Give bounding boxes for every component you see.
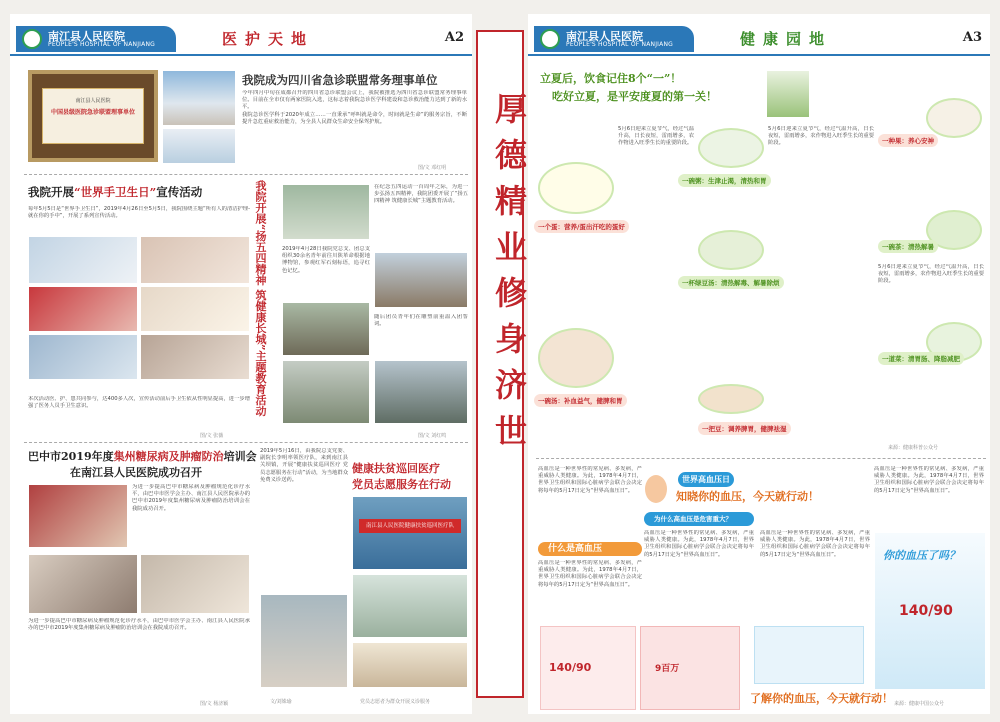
article5-caption-1: 文/刘姝瑜 <box>270 699 292 705</box>
jujube-photo <box>698 384 764 414</box>
handwash-photo-3 <box>28 286 138 332</box>
grain-photo <box>766 70 810 118</box>
bp-body-2: 高血压是一种世界性的常见病、多发病，严重威胁人类健康。为此，1978年4月7日，世界卫生组织和国际心脏病学会联合会决定将每年的5月17日定为“世界高血压日”。 <box>538 560 642 588</box>
volunteer-photo-2 <box>352 574 468 638</box>
hospital-building-photo <box>162 70 236 126</box>
article2-body-2: 本次活动医、护、患共同参与，达400多人次，宣传活动前后手卫生依从性明显提高，进一步增强了医务人员手卫生意识。 <box>28 396 250 410</box>
hospital-logo-icon <box>22 29 42 49</box>
article4-subtitle: 在南江县人民医院成功召开 <box>70 466 202 479</box>
article2-title: 我院开展“世界手卫生日”宣传活动 <box>28 185 203 199</box>
article3-body-3: 随后团员青年们在雕塑前重温入团誓词。 <box>374 314 468 328</box>
spine-motto-box <box>476 30 528 698</box>
hospital-name: 南江县人民医院 <box>48 30 125 43</box>
group-photo-3 <box>282 360 370 424</box>
article4-body-2: 为进一步提高巴中市糖尿病及肿瘤规范化诊疗水平，由巴中市医学会主办、南江县人民医院承办的巴中市2019年度集州糖尿病及肿瘤防治培训会在我院成功召开。 <box>28 618 250 632</box>
page-number: A2 <box>444 30 464 45</box>
plaque-name: 中国县级医院急诊联盟理事单位 <box>50 109 135 116</box>
handwash-photo-4 <box>140 286 250 332</box>
bp-call-to-action: 了解你的血压，今天就行动！ <box>750 692 893 705</box>
poster-number: 140/90 <box>899 603 953 619</box>
bp-body-3: 高血压是一种世界性的常见病、多发病，严重威胁人类健康。为此，1978年4月7日，世界卫生组织和国际心脏病学会联合会决定将每年的5月17日定为“世界高血压日”。 <box>644 530 754 558</box>
article5-title-2: 党员志愿服务在行动 <box>352 478 451 491</box>
bp-day-tag: 世界高血压日 <box>678 472 734 487</box>
bp-title: 知晓你的血压，今天就行动！ <box>676 490 819 503</box>
museum-photo <box>282 184 370 240</box>
plaque-org: 南江县人民医院 <box>75 98 111 104</box>
bp-threshold: 140/90 <box>549 661 592 674</box>
soup-photo <box>926 98 982 138</box>
divider <box>536 458 986 459</box>
article4-caption: 图/文 杨济颖 <box>200 701 229 707</box>
page-number: A3 <box>962 30 982 45</box>
section-title: 医护天地 <box>222 30 315 48</box>
article5-caption-2: 党员志愿者为群众开展义诊服务 <box>360 699 431 705</box>
handwash-photo-2 <box>140 236 250 284</box>
right-page <box>528 14 990 714</box>
article1-body: 今年四月中旬在成都召开的四川省急诊联盟会议上，我院被推选为四川省急诊联盟常务理事单位。目前在全市仅有两家医院入选，这标志着我院急诊医学科建设和急诊救治能力达到了新的水平。 我院急诊医学科于2020年成立……一直秉承“呼叫就是命令，时间就是生命”的服务宗旨，不断提升急危重症救治能力，为全县人民群众生命安全保驾护航。 <box>242 90 467 125</box>
volunteer-banner: 南江县人民医院健康扶贫巡回医疗队 <box>359 519 461 533</box>
health-body-3: 5月6日迎来立夏节气，经过气温升高，日长夜短，雷雨增多，农作物进入旺季生长的重要阶段。 <box>878 264 984 285</box>
greens-photo <box>698 230 764 270</box>
handwash-photo-6 <box>140 334 250 380</box>
tag-drink: 一碗茶：清热解暑 <box>878 240 938 253</box>
health-title-1: 立夏后，饮食记住8个“一”！ <box>540 72 682 85</box>
volunteer-photo-3 <box>352 642 468 688</box>
tea-photo <box>538 328 614 388</box>
article3-body: 在纪念五四运动一百周年之际，为进一步弘扬五四精神，我院团委开展了“扬五四精神 筑健康长城”主题教育活动。 <box>374 184 468 205</box>
group-photo-2 <box>282 302 370 356</box>
handwash-photo-1 <box>28 236 138 284</box>
group-photo-1 <box>374 252 468 308</box>
group-photo-4 <box>374 360 468 424</box>
bp-subheading-2: 为什么高血压是危害重大？ <box>644 512 754 526</box>
doctor-illustration <box>644 474 668 504</box>
tag-mung: 一杯绿豆汤：清热解毒、解暑除烦 <box>678 276 784 289</box>
left-page <box>10 14 472 714</box>
tag-tea: 一碗汤：补血益气，健脾和胃 <box>534 394 627 407</box>
hospital-name-en: PEOPLE'S HOSPITAL OF NANJIANG <box>48 41 155 48</box>
hospital-banner <box>534 26 694 52</box>
article3-body-2: 2019年4月28日我院党总支、团总支组织30余名青年前往川陕革命根据地博物馆，参观红军石刻标语，追寻红色记忆。 <box>282 246 370 274</box>
article4-title: 巴中市2019年度集州糖尿病及肿瘤防治培训会 <box>28 450 257 463</box>
bp-body-5: 高血压是一种世界性的常见病、多发病，严重威胁人类健康。为此，1978年4月7日，世界卫生组织和国际心脏病学会联合会决定将每年的5月17日定为“世界高血压日”。 <box>874 466 984 494</box>
bp-body-4: 高血压是一种世界性的常见病、多发病，严重威胁人类健康。为此，1978年4月7日，世界卫生组织和国际心脏病学会联合会决定将每年的5月17日定为“世界高血压日”。 <box>760 530 870 558</box>
health-body-1: 5月6日迎来立夏节气，经过气温升高，日长夜短，雷雨增多，农作物进入旺季生长的重要阶段。 <box>618 126 694 147</box>
article3-caption: 图/文 刘红鸣 <box>418 433 447 439</box>
divider <box>24 174 468 175</box>
corn-photo <box>698 128 764 168</box>
tag-egg: 一个蛋：营养/蛋出汗吃的蛋好 <box>534 220 629 233</box>
bp-poster <box>874 532 986 690</box>
article3-title: 我院开展“扬五四精神 筑健康长城”主题教育活动 <box>254 180 267 417</box>
poster-title: 你的血压了吗？ <box>883 549 960 562</box>
training-photo-1 <box>28 484 128 548</box>
spine-motto: 厚德精业修身济世 <box>490 92 528 460</box>
tag-dish: 一道菜：清胃肠、降脂减肥 <box>878 352 964 365</box>
training-photo-2 <box>28 554 138 614</box>
hospital-name-en: PEOPLE'S HOSPITAL OF NANJIANG <box>566 41 673 48</box>
handwash-photo-5 <box>28 334 138 380</box>
article5-title-1: 健康扶贫巡回医疗 <box>352 462 440 475</box>
section-title: 健康园地 <box>740 30 833 48</box>
plaque-photo <box>28 70 158 162</box>
bp-card-3 <box>754 626 864 684</box>
banner-photo <box>352 496 468 570</box>
article2-body: 每年5月5日是“世界手卫生日”，2019年4月26日至5月5日，我院围绕主题“所有人的清洁护理-就在你的手中”，开展了系列宣传活动。 <box>28 206 250 220</box>
article5-body: 2019年5月16日，由我院总支党委、副院长李明率领医疗队，来到南江县关坝镇，开展“健康扶贫巡回医疗 党员志愿服务在行动”活动，为当地群众免费义诊送药。 <box>260 448 348 483</box>
health-body-2: 5月6日迎来立夏节气，经过气温升高，日长夜短，雷雨增多，农作物进入旺季生长的重要阶段。 <box>768 126 874 147</box>
bp-card-1 <box>540 626 636 710</box>
hospital-name: 南江县人民医院 <box>566 30 643 43</box>
divider <box>24 442 468 443</box>
tag-fruit: 一种果：养心安神 <box>878 134 938 147</box>
nurses-group-photo <box>162 128 236 164</box>
bp-deaths: 9百万 <box>655 664 680 674</box>
tag-bean: 一把豆：调养脾胃，健脾祛湿 <box>698 422 791 435</box>
bp-body-1: 高血压是一种世界性的常见病、多发病，严重威胁人类健康。为此，1978年4月7日，世界卫生组织和国际心脏病学会联合会决定将每年的5月17日定为“世界高血压日”。 <box>538 466 642 494</box>
health-source: 来源：健康科普公众号 <box>888 445 939 451</box>
volunteer-photo-1 <box>260 594 348 688</box>
hospital-logo-icon <box>540 29 560 49</box>
health-title-2: 吃好立夏，是平安度夏的第一关！ <box>552 90 717 103</box>
eggs-photo <box>538 162 614 214</box>
right-header <box>528 22 990 56</box>
left-header <box>10 22 472 56</box>
bp-card-2 <box>640 626 740 710</box>
bp-source: 来源：健康中国公众号 <box>894 701 945 707</box>
article2-caption: 图/文 张薇 <box>200 433 224 439</box>
article4-body: 为进一步提高巴中市糖尿病及肿瘤规范化诊疗水平，由巴中市医学会主办、南江县人民医院承办的巴中市2019年度集州糖尿病及肿瘤防治培训会在我院成功召开。 <box>132 484 250 512</box>
article1-title: 我院成为四川省急诊联盟常务理事单位 <box>242 73 438 87</box>
hospital-banner <box>16 26 176 52</box>
bp-subheading-1: 什么是高血压 <box>538 542 642 556</box>
training-photo-3 <box>140 554 250 614</box>
article1-caption: 图/文 邓红明 <box>418 165 447 171</box>
tag-porridge: 一碗粥：生津止渴，清热和胃 <box>678 174 771 187</box>
